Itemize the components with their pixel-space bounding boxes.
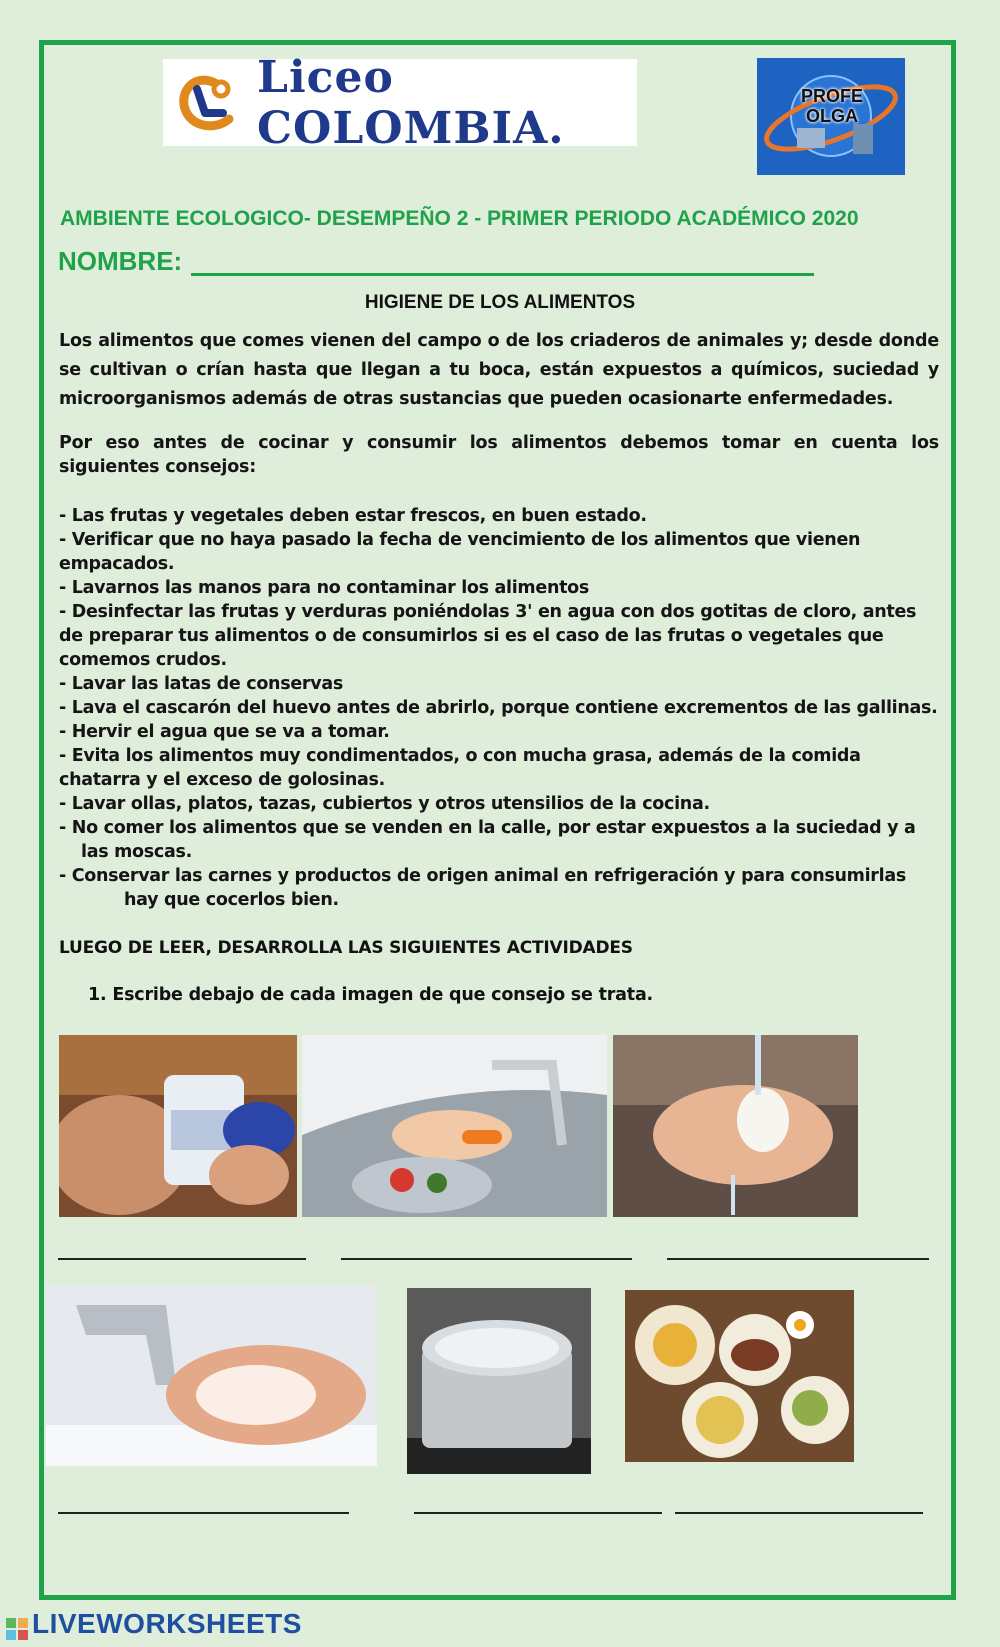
washing-egg-photo (613, 1035, 858, 1217)
list-item: - Desinfectar las frutas y verduras poniéndolas 3' en agua con dos gotitas de cloro, antes de preparar tus alimentos o de consumirlos si es el caso de las frutas o vegetales que comemos crudos. (59, 602, 917, 670)
list-item: - Lava el cascarón del huevo antes de abrirlo, porque contiene excrementos de las gallinas. (59, 698, 938, 718)
list-item: - Lavarnos las manos para no contaminar los alimentos (59, 578, 590, 598)
question-1: 1. Escribe debajo de cada imagen de que consejo se trata. (88, 985, 654, 1005)
answer-line-2[interactable] (341, 1258, 632, 1260)
answer-line-5[interactable] (414, 1512, 662, 1514)
liveworksheets-text: LIVEWORKSHEETS (32, 1608, 302, 1639)
tips-list (59, 504, 944, 912)
school-logo (163, 51, 637, 154)
greasy-food-platter-photo (625, 1290, 854, 1462)
boiling-water-pot-photo (407, 1288, 591, 1474)
liveworksheets-logo (6, 1608, 302, 1640)
list-item-continuation: hay que cocerlos bien. (124, 890, 339, 910)
washing-hands-photo (46, 1285, 377, 1466)
answer-line-6[interactable] (675, 1512, 923, 1514)
washing-vegetables-photo (302, 1035, 607, 1217)
activities-heading: LUEGO DE LEER, DESARROLLA LAS SIGUIENTES ACTIVIDADES (59, 938, 633, 958)
list-item: - Evita los alimentos muy condimentados, o con mucha grasa, además de la comida chatarra y el exceso de golosinas. (59, 746, 861, 790)
liveworksheets-icon (6, 1615, 28, 1637)
list-item: - Las frutas y vegetales deben estar frescos, en buen estado. (59, 506, 647, 526)
answer-line-4[interactable] (58, 1512, 349, 1514)
list-item: - Hervir el agua que se va a tomar. (59, 722, 390, 742)
lead-paragraph: Por eso antes de cocinar y consumir los alimentos debemos tomar en cuenta los siguientes consejos: (59, 433, 939, 477)
checking-expiry-date-photo (59, 1035, 297, 1217)
list-item: - Conservar las carnes y productos de origen animal en refrigeración y para consumirlas (59, 866, 906, 886)
intro-paragraph: Los alimentos que comes vienen del campo o de los criaderos de animales y; desde donde se cultivan o crían hasta que llegan a tu boca, están expuestos a químicos, suciedad y microorganismos además de otras sustancias que pueden ocasionarte enfermedades. (59, 331, 939, 409)
list-item: - Lavar ollas, platos, tazas, cubiertos y otros utensilios de la cocina. (59, 794, 710, 814)
school-logo-mark-icon (175, 69, 237, 137)
list-item: - Lavar las latas de conservas (59, 674, 343, 694)
section-subtitle: HIGIENE DE LOS ALIMENTOS (364, 292, 636, 313)
answer-line-3[interactable] (667, 1258, 929, 1260)
list-item-continuation: las moscas. (81, 842, 192, 862)
worksheet-title: AMBIENTE ECOLOGICO- DESEMPEÑO 2 - PRIMER PERIODO ACADÉMICO 2020 (60, 207, 859, 230)
name-field[interactable] (191, 273, 814, 276)
profe-olga-badge (757, 58, 905, 175)
list-item: - Verificar que no haya pasado la fecha de vencimiento de los alimentos que vienen empacados. (59, 530, 861, 574)
school-logo-text: Liceo COLOMBIA. (257, 51, 565, 154)
name-label: NOMBRE: (58, 246, 183, 276)
profe-olga-text: PROFE OLGA (800, 86, 863, 126)
list-item: - No comer los alimentos que se venden en la calle, por estar expuestos a la suciedad y a (59, 818, 916, 838)
answer-line-1[interactable] (58, 1258, 306, 1260)
